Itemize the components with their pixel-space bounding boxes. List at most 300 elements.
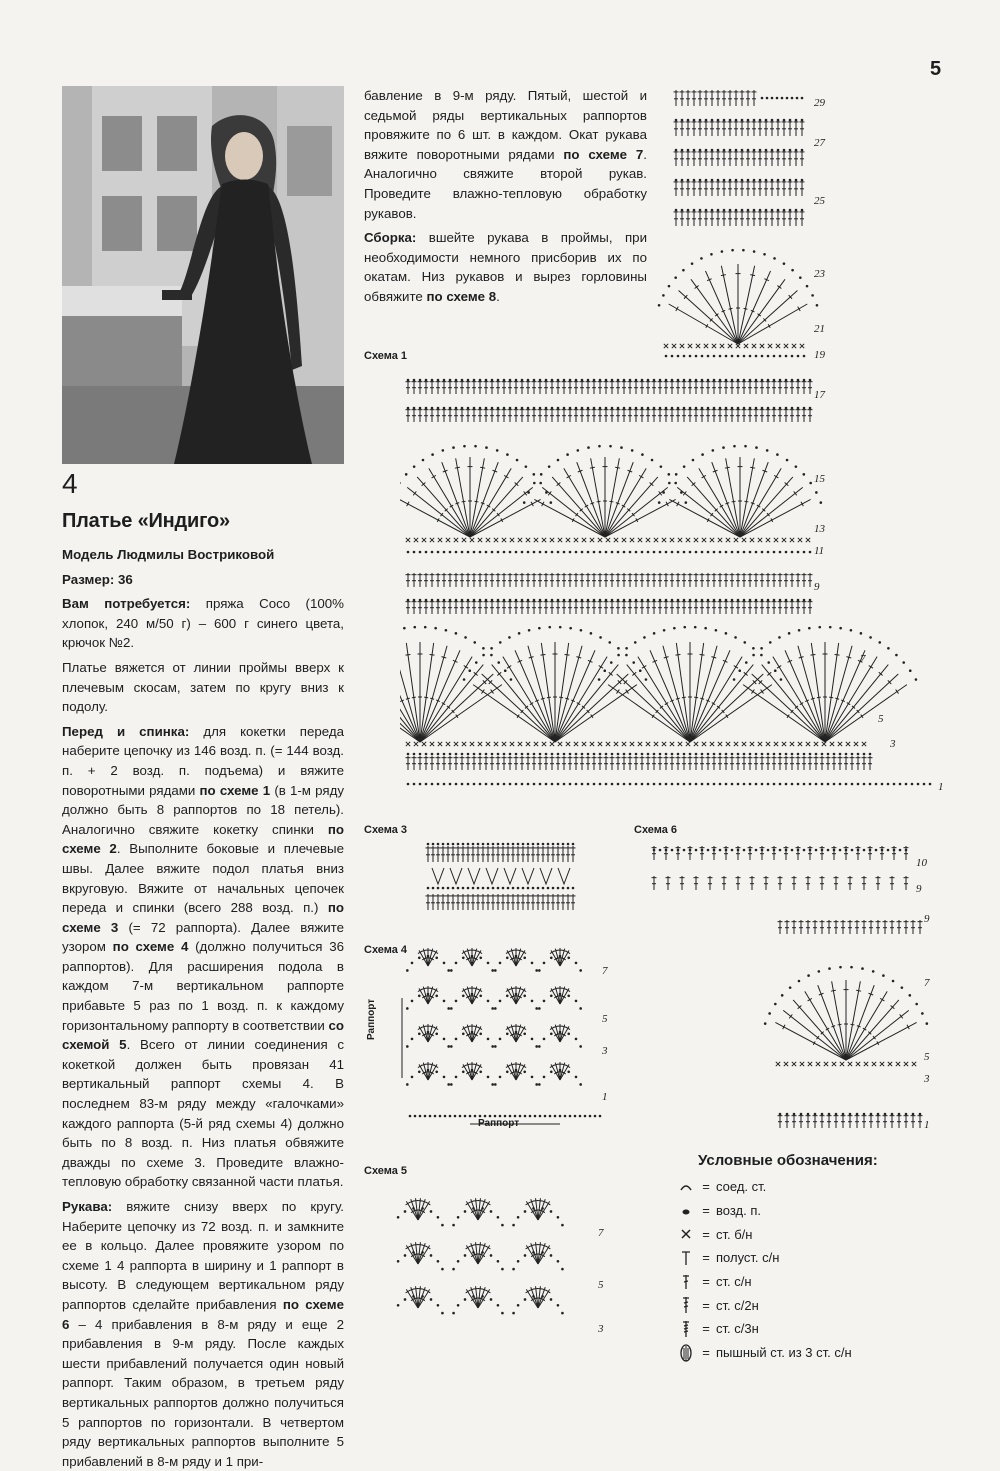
double-crochet-stitch [825,657,877,742]
chain-stitch [801,149,804,152]
chain-stitch [452,1312,455,1315]
chain-stitch [472,1295,475,1298]
double-crochet-stitch [834,1114,839,1128]
double-crochet-stitch [772,756,777,770]
double-crochet-stitch [484,756,489,770]
chain-stitch [506,453,509,456]
chain-stitch [683,753,686,756]
chain-stitch [517,887,520,890]
chain-stitch [701,783,704,786]
chain-stitch [481,1207,484,1210]
single-crochet-stitch [752,344,756,348]
chain-stitch [827,753,830,756]
chain-stitch [800,1113,803,1116]
double-crochet-stitch [734,180,739,196]
double-crochet-stitch [790,380,795,394]
double-crochet-stitch [730,600,735,614]
chain-stitch [599,599,602,602]
single-crochet-stitch [406,538,410,542]
chain-stitch [494,1083,497,1086]
chain-stitch [747,119,750,122]
chain-stitch [548,626,551,629]
chain-stitch [512,887,515,890]
double-crochet-stitch [724,408,729,422]
chain-stitch [797,599,800,602]
chain-stitch [898,1113,901,1116]
chain-stitch [658,501,661,504]
double-crochet-stitch [628,380,633,394]
chain-stitch [431,379,434,382]
chain-stitch [497,599,500,602]
double-crochet-stitch [728,210,733,226]
chain-stitch [551,551,554,554]
single-crochet-stitch [446,742,450,746]
chain-stitch [563,407,566,410]
single-crochet-stitch [526,742,530,746]
double-crochet-stitch [680,180,685,196]
single-crochet-stitch [502,538,506,542]
chain-stitch [833,753,836,756]
double-crochet-stitch [790,756,795,770]
double-crochet-stitch [490,756,495,770]
double-crochet-stitch [788,210,793,226]
single-crochet-stitch [734,538,738,542]
chain-stitch [689,599,692,602]
chain-stitch [599,1115,602,1118]
chain-stitch [512,843,515,846]
chain-stitch [783,262,786,265]
chain-stitch [857,783,860,786]
double-crochet-stitch [592,408,597,422]
chain-stitch [499,1000,502,1003]
scheme-1-main-chart [400,372,960,792]
left-column-text [62,545,344,1471]
chain-stitch [539,1115,542,1118]
chain-stitch [419,407,422,410]
chain-stitch [827,849,830,852]
chain-stitch [499,1115,502,1118]
double-crochet-stitch [754,600,759,614]
double-crochet-stitch [532,573,537,587]
chain-stitch [659,599,662,602]
double-crochet-stitch [752,210,757,226]
chain-stitch [675,119,678,122]
chain-stitch [719,355,722,358]
double-crochet-stitch [622,756,627,770]
chain-stitch [766,97,769,100]
chain-stitch [779,753,782,756]
double-crochet-stitch [658,756,663,770]
double-crochet-stitch [794,180,799,196]
chain-stitch [487,887,490,890]
chain-stitch [741,179,744,182]
double-crochet-stitch [580,600,585,614]
chain-stitch [579,1083,582,1086]
chain-stitch [639,669,642,672]
chain-stitch [768,1012,771,1015]
single-crochet-stitch [856,1062,860,1066]
chain-stitch [501,1268,504,1271]
double-crochet-stitch [502,408,507,422]
chain-stitch [909,994,912,997]
chain-stitch [447,887,450,890]
double-crochet-stitch [526,600,531,614]
chain-stitch [482,647,485,650]
chain-stitch [683,626,686,629]
chain-stitch [839,849,842,852]
double-crochet-stitch [808,600,813,614]
chain-stitch [587,783,590,786]
chain-stitch [839,753,842,756]
chain-stitch [788,632,791,635]
chain-stitch [909,669,912,672]
chain-stitch [437,1304,440,1307]
chain-stitch [439,1115,442,1118]
chain-stitch [527,753,530,756]
chain-stitch [704,627,707,630]
chain-stitch [795,149,798,152]
chain-stitch [435,1032,438,1035]
chain-stitch [443,1038,446,1041]
chain-stitch [517,1216,520,1219]
legend-equals: = [696,1179,716,1194]
chain-stitch [753,250,756,253]
v-stitch [450,868,462,884]
double-crochet-stitch [770,210,775,226]
single-crochet-stitch [566,538,570,542]
double-crochet-stitch [430,380,435,394]
chain-stitch [575,379,578,382]
single-crochet-stitch [896,1062,900,1066]
double-crochet-stitch [674,90,679,106]
double-crochet-stitch [784,573,789,587]
sleeves-paragraph: Рукава: вяжите снизу вверх по кругу. Наберите цепочку из 72 возд. п. и замкните ее в кольцо. Далее провяжите узором по схеме 1 4 раппорта в ширину и 1 раппорт в высоту. В следующем вертикальном ряду раппортов сделайте прибавления по схеме 6 – 4 прибавления в 8-м ряду и еще 2 прибавления в 9-м ряду. После каждых шести прибавлений получается один новый раппорт. Таким образом, в третьем ряду вертикальных раппортов должно получиться 5 раппортов по горизонтали. В четвертом ряду вертикальных раппортов выполните 5 прибавлений в 8-м ряду и 1 при- [62,1197,344,1471]
chain-stitch [710,253,713,256]
scheme-5-chart [396,1190,626,1350]
chain-stitch [767,849,770,852]
chain-stitch [675,209,678,212]
double-crochet-stitch [722,876,727,890]
chain-stitch [683,783,686,786]
double-crochet-stitch [430,600,435,614]
chain-stitch [779,407,782,410]
double-crochet-stitch [764,150,769,166]
legend-equals: = [696,1227,716,1242]
single-crochet-stitch [718,742,722,746]
chain-stitch [764,1022,767,1025]
double-crochet-stitch [688,573,693,587]
chain-stitch [548,465,551,468]
chain-stitch [437,1216,440,1219]
chain-stitch [521,599,524,602]
chain-stitch [564,1115,567,1118]
double-crochet-stitch [704,150,709,166]
chain-stitch [450,1007,453,1010]
double-crochet-stitch [790,408,795,422]
double-crochet-stitch [400,650,420,742]
double-crochet-stitch [890,920,895,934]
double-crochet-stitch [652,756,657,770]
double-crochet-stitch [754,573,759,587]
chain-stitch [806,285,809,288]
chain-stitch [432,843,435,846]
chain-stitch [659,849,662,852]
double-crochet-stitch [748,600,753,614]
chain-stitch [537,887,540,890]
chain-stitch [707,849,710,852]
chain-stitch [735,209,738,212]
double-crochet-stitch [466,846,471,862]
chain-stitch [795,119,798,122]
chain-stitch [917,783,920,786]
chain-stitch [469,1115,472,1118]
chain-stitch [421,1251,424,1254]
chain-stitch [641,379,644,382]
double-crochet-stitch [796,846,801,860]
double-crochet-stitch [808,380,813,394]
double-crochet-stitch [506,894,511,910]
chain-stitch [455,1076,458,1079]
chain-stitch [671,783,674,786]
chain-stitch [850,966,853,969]
chain-stitch [485,379,488,382]
chain-stitch [538,1045,541,1048]
chain-stitch [635,753,638,756]
double-crochet-stitch [862,920,867,934]
single-crochet-stitch [558,538,562,542]
double-crochet-stitch [454,756,459,770]
chain-stitch [870,1113,873,1116]
chain-stitch [693,119,696,122]
chain-stitch [683,379,686,382]
chain-stitch [776,97,779,100]
chain-stitch [577,449,580,452]
chain-stitch [508,636,511,639]
chain-stitch [490,1254,493,1257]
legend-label: ст. с/н [716,1274,752,1289]
chain-stitch [735,179,738,182]
chain-stitch [863,849,866,852]
single-crochet-stitch [630,538,634,542]
double-crochet-stitch [716,150,721,166]
chain-stitch [403,627,406,630]
scheme-4-label: Схема 4 [364,944,407,956]
chain-stitch [665,599,668,602]
double-crochet-stitch [436,600,441,614]
chain-stitch [542,843,545,846]
chain-stitch [677,551,680,554]
scheme-3-label: Схема 3 [364,824,407,836]
single-crochet-stitch [790,742,794,746]
double-crochet-stitch [528,646,555,742]
double-crochet-stitch [722,180,727,196]
chain-stitch [407,379,410,382]
chain-stitch [472,843,475,846]
chain-stitch [744,445,747,448]
chain-stitch [535,969,538,972]
chain-stitch [809,407,812,410]
single-crochet-stitch [510,538,514,542]
double-crochet-stitch [669,499,740,537]
chain-stitch [557,753,560,756]
chain-stitch [793,1113,796,1116]
double-crochet-stitch [772,573,777,587]
chain-stitch [435,956,438,959]
single-crochet-stitch [710,538,714,542]
chain-stitch [755,783,758,786]
chain-stitch [569,379,572,382]
chain-stitch [673,627,676,630]
chain-stitch [497,843,500,846]
chain-stitch [893,783,896,786]
chain-stitch [441,1224,444,1227]
chain-stitch [752,647,755,650]
chain-stitch [695,551,698,554]
double-crochet-stitch [490,408,495,422]
chain-stitch [569,1115,572,1118]
double-crochet-stitch [841,1114,846,1128]
chain-stitch [503,783,506,786]
chain-stitch [430,1210,433,1213]
single-crochet-stitch [422,742,426,746]
double-crochet-stitch [561,894,566,910]
chain-stitch [569,627,572,630]
chain-stitch [779,355,782,358]
double-crochet-stitch [538,600,543,614]
chain-stitch [884,1113,887,1116]
chain-stitch [462,994,465,997]
double-crochet-stitch [670,573,675,587]
double-crochet-stitch [760,408,765,422]
scheme-3-chart [424,836,584,916]
double-crochet-stitch [448,380,453,394]
chain-stitch [701,453,704,456]
double-crochet-stitch [904,846,909,860]
chain-stitch [828,967,831,970]
chain-stitch [473,407,476,410]
chain-stitch [427,993,430,996]
chain-stitch [786,1113,789,1116]
double-crochet-stitch [460,380,465,394]
chain-stitch [538,627,541,630]
chain-stitch [425,379,428,382]
chain-stitch [449,379,452,382]
single-crochet-stitch [680,344,684,348]
single-crochet-stitch [800,1062,804,1066]
chain-stitch [737,783,740,786]
chain-stitch [767,407,770,410]
double-crochet-stitch [484,573,489,587]
chain-stitch [452,887,455,890]
double-crochet-stitch [740,499,811,537]
chain-stitch [719,753,722,756]
chain-stitch [593,379,596,382]
double-crochet-stitch [740,210,745,226]
chain-stitch [798,980,801,983]
chain-stitch [773,599,776,602]
chain-stitch [809,551,812,554]
single-crochet-stitch [438,742,442,746]
chain-stitch [625,654,628,657]
chain-stitch [729,149,732,152]
chain-stitch [814,1113,817,1116]
single-crochet-stitch [510,742,514,746]
double-crochet-stitch [454,600,459,614]
chain-stitch [689,355,692,358]
chain-stitch [449,407,452,410]
chain-stitch [821,753,824,756]
chain-stitch [685,501,688,504]
chain-stitch [786,97,789,100]
chain-stitch [527,551,530,554]
chain-stitch [429,1115,432,1118]
chain-stitch [833,783,836,786]
chain-stitch [497,753,500,756]
chain-stitch [731,753,734,756]
double-crochet-stitch [652,408,657,422]
chain-stitch [743,753,746,756]
chain-stitch [462,956,465,959]
chain-stitch [687,209,690,212]
single-crochet-stitch [696,344,700,348]
double-crochet-stitch [760,600,765,614]
double-crochet-stitch [574,600,579,614]
double-crochet-stitch [544,408,549,422]
chain-stitch [455,599,458,602]
chain-stitch [580,629,583,632]
double-crochet-stitch [511,894,516,910]
chain-stitch [731,783,734,786]
chain-stitch [507,843,510,846]
single-crochet-stitch [750,742,754,746]
double-crochet-stitch [496,380,501,394]
chain-stitch [761,753,764,756]
chain-stitch [515,783,518,786]
double-crochet-stitch [470,499,541,537]
chain-stitch [557,551,560,554]
chain-stitch [490,1298,493,1301]
chain-stitch [749,379,752,382]
chain-stitch [479,1115,482,1118]
chain-stitch [785,551,788,554]
double-crochet-stitch [694,408,699,422]
chain-stitch [407,783,410,786]
double-crochet-stitch [770,150,775,166]
chain-stitch [882,974,885,977]
double-crochet-stitch [456,894,461,910]
chain-stitch [572,843,575,846]
chain-stitch [515,753,518,756]
chain-stitch [747,209,750,212]
chain-stitch [450,969,453,972]
chain-stitch [617,551,620,554]
chain-stitch [803,355,806,358]
double-crochet-stitch [796,380,801,394]
chain-stitch [659,407,662,410]
chain-stitch [643,636,646,639]
chain-stitch [567,887,570,890]
chain-stitch [575,599,578,602]
double-crochet-stitch [736,846,741,860]
chain-stitch [404,1254,407,1257]
chain-stitch [693,209,696,212]
chain-stitch [566,453,569,456]
double-crochet-stitch [616,573,621,587]
chain-stitch [689,783,692,786]
double-crochet-stitch [705,271,738,344]
single-crochet-stitch [574,538,578,542]
double-crochet-stitch [716,180,721,196]
